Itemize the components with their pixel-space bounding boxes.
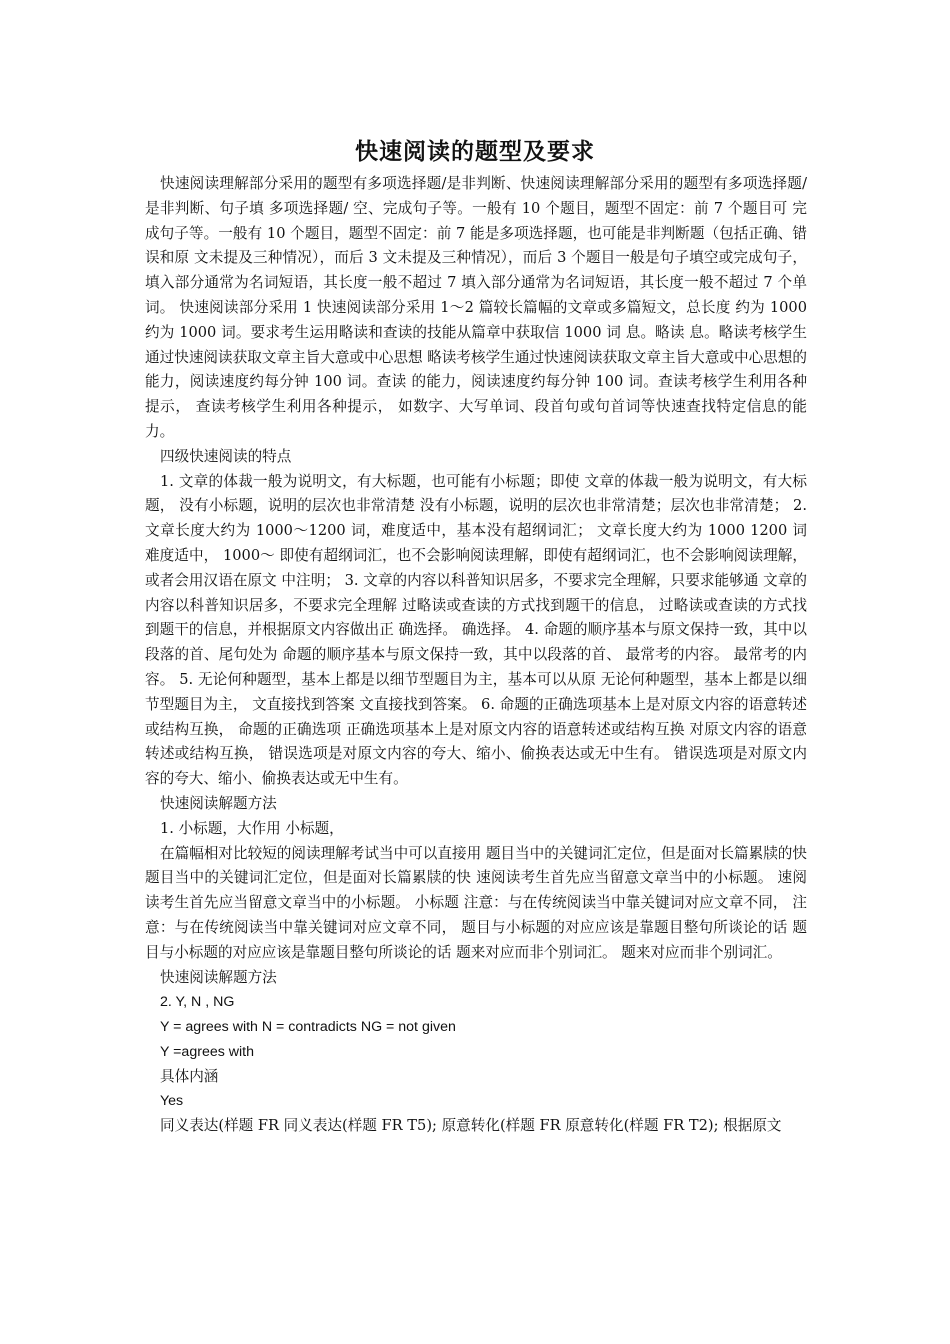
document-body xyxy=(145,172,807,1139)
document-title: 快速阅读的题型及要求 xyxy=(355,138,595,165)
yes-definition: Y =agrees with xyxy=(160,1043,254,1060)
heading-features: 四级快速阅读的特点 xyxy=(160,447,292,465)
paragraph-features: 1. 文章的体裁一般为说明文，有大标题，也可能有小标题；即使 文章的体裁一般为说明文，有大标题， 没有小标题，说明的层次也非常清楚 没有小标题，说明的层次也非常清楚；层次也非常清楚； 2. 文章长度大约为 1000～1200 词，难度适中，基本没有超纲词汇； 文章长度大约为 1000 1200 词 难度适中， 1000～ 即使有超纲词汇，也不会影响阅读理解，即使有超纲词汇，也不会影响阅读理解，或者会用汉语在原文 中注明； 3. 文章的内容以科普知识居多，不要求完全理解，只要求能够通 文章的内容以科普知识居多，不要求完全理解 过略读或查读的方式找到题干的信息， 过略读或查读的方式找到题干的信息，并根据原文内容做出正 确选择。 确选择。 4. 命题的顺序基本与原文保持一致，其中以段落的首、尾句处为 命题的顺序基本与原文保持一致，其中以段落的首、 最常考的内容。 最常考的内容。 5. 无论何种题型，基本上都是以细节型题目为主，基本可以从原 无论何种题型，基本上都是以细节型题目为主， 文直接找到答案 文直接找到答案。 6. 命题的正确选项基本上是对原文内容的语意转述或结构互换， 命题的正确选项 正确选项基本上是对原文内容的语意转述或结构互换 对原文内容的语意转述或结构互换， 错误选项是对原文内容的夸大、缩小、偷换表达或无中生有。 错误选项是对原文内容的夸大、缩小、偷换表达或无中生有。 xyxy=(145,472,807,788)
yes-label: Yes xyxy=(160,1093,184,1110)
heading-methods-2: 快速阅读解题方法 xyxy=(160,968,277,986)
method-2-heading: 2. Y, N , NG xyxy=(160,994,235,1011)
paragraph-synonym: 同义表达(样题 FR 同义表达(样题 FR T5); 原意转化(样题 FR 原意转化(样题 FR T2); 根据原文 xyxy=(160,1117,782,1135)
specific-meaning-label: 具体内涵 xyxy=(160,1067,219,1085)
ynng-definition: Y = agrees with N = contradicts NG = not given xyxy=(160,1019,456,1036)
method-1-heading: 1. 小标题，大作用 小标题， xyxy=(160,819,344,837)
paragraph-method-1: 在篇幅相对比较短的阅读理解考试当中可以直接用 题目当中的关键词汇定位，但是面对长篇累牍的快 题目当中的关键词汇定位，但是面对长篇累牍的快 速阅读考生首先应当留意文章当中的小标题。 速阅读考生首先应当留意文章当中的小标题。 小标题 注意：与在传统阅读当中靠关键词对应文章不同， 注意：与在传统阅读当中靠关键词对应文章不同， 题目与小标题的对应应该是靠题目整句所谈论的话 题目与小标题的对应应该是靠题目整句所谈论的话 题来对应而非个别词汇。 题来对应而非个别词汇。 xyxy=(145,844,807,961)
paragraph-intro: 快速阅读理解部分采用的题型有多项选择题/是非判断、快速阅读理解部分采用的题型有多项选择题/是非判断、句子填 多项选择题/ 空、完成句子等。一般有 10 个题目，题型不固定：前 7 个题目可 完成句子等。一般有 10 个题目，题型不固定：前 7 能是多项选择题，也可能是非判断题（包括正确、错误和原 文未提及三种情况），而后 3 文未提及三种情况），而后 3 个题目一般是句子填空或完成句子， 填入部分通常为名词短语，其长度一般不超过 7 填入部分通常为名词短语，其长度一般不超过 7 个单词。 快速阅读部分采用 1 快速阅读部分采用 1～2 篇较长篇幅的文章或多篇短文，总长度 约为 1000 约为 1000 词。要求考生运用略读和查读的技能从篇章中获取信 1000 词 息。略读 息。略读考核学生通过快速阅读获取文章主旨大意或中心思想 略读考核学生通过快速阅读获取文章主旨大意或中心思想的能力，阅读速度约每分钟 100 词。查读 的能力，阅读速度约每分钟 100 词。查读考核学生利用各种提示， 查读考核学生利用各种提示， 如数字、大写单词、段首句或句首词等快速查找特定信息的能 力。 xyxy=(145,175,807,440)
heading-methods: 快速阅读解题方法 xyxy=(160,794,277,812)
